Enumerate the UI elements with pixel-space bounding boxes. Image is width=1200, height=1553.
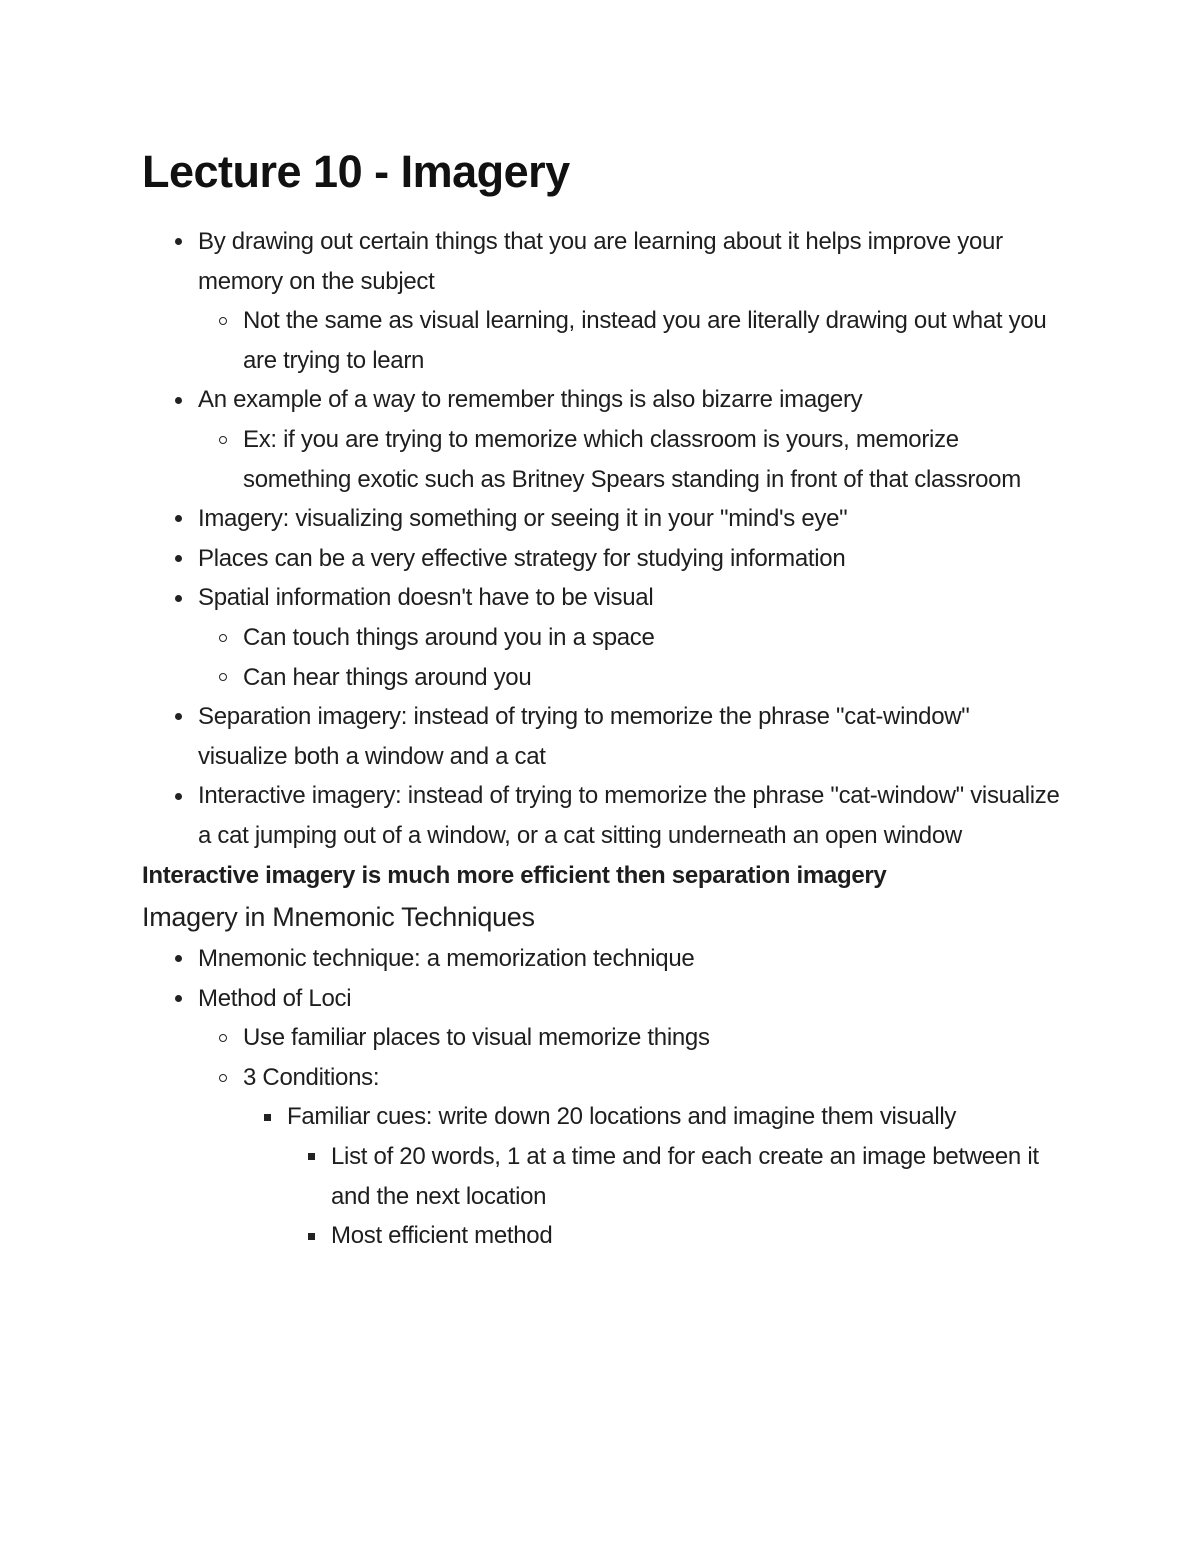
list-item-text: By drawing out certain things that you are learning about it helps improve your memory on the subject <box>198 228 1003 295</box>
condition-sub-item <box>142 1137 1060 1216</box>
bullet-circle-icon <box>213 1018 233 1058</box>
page-title: Lecture 10 - Imagery <box>142 146 570 197</box>
bullet-circle-icon <box>213 618 233 658</box>
bullet-disc-icon <box>168 380 188 420</box>
list-item <box>142 979 1060 1019</box>
list-item <box>142 539 1060 579</box>
sub-list-item <box>142 618 1060 658</box>
mnemonic-list <box>142 939 1060 1018</box>
condition-item <box>142 1097 1060 1137</box>
condition-item-text: Familiar cues: write down 20 locations and imagine them visually <box>287 1103 957 1131</box>
sub-list-item <box>142 420 1060 499</box>
sub-list-item-text: Can hear things around you <box>243 663 532 691</box>
bullet-circle-icon <box>213 658 233 698</box>
imagery-notes-list <box>142 499 1060 618</box>
list-item-text: Places can be a very effective strategy for studying information <box>198 544 846 572</box>
bullet-circle-icon <box>213 420 233 460</box>
bold-statement: Interactive imagery is much more efficient then separation imagery <box>142 861 887 889</box>
list-item <box>142 776 1060 855</box>
list-item <box>142 222 1060 301</box>
sub-list-item <box>142 301 1060 380</box>
list-item <box>142 697 1060 776</box>
sub-list-item-text: Ex: if you are trying to memorize which classroom is yours, memorize something exotic such as Britney Spears standing in front of that classroom <box>243 425 1021 493</box>
list-item-text: Method of Loci <box>198 984 352 1012</box>
sub-list-item-text: Not the same as visual learning, instead you are literally drawing out what you are trying to learn <box>243 307 1047 374</box>
list-item-text: Separation imagery: instead of trying to memorize the phrase "cat-window" visualize both a window and a cat <box>198 703 970 770</box>
notes-content <box>142 222 1060 1256</box>
condition-sub-item-text: Most efficient method <box>331 1222 553 1250</box>
sub-list-item <box>142 1058 1060 1098</box>
sub-list-item-text: Use familiar places to visual memorize things <box>243 1024 710 1052</box>
condition-sub-item-text: List of 20 words, 1 at a time and for each create an image between it and the next location <box>331 1143 1039 1210</box>
bullet-circle-icon <box>213 1058 233 1098</box>
list-item-text: Imagery: visualizing something or seeing it in your "mind's eye" <box>198 505 848 533</box>
sub-list-item <box>142 1018 1060 1058</box>
sub-list-item <box>142 658 1060 698</box>
bullet-square-icon <box>301 1137 321 1177</box>
bullet-disc-icon <box>168 539 188 579</box>
sub-list-item-text: 3 Conditions: <box>243 1063 380 1091</box>
sub-list <box>142 1018 1060 1097</box>
bullet-circle-icon <box>213 301 233 341</box>
bullet-disc-icon <box>168 697 188 737</box>
bullet-square-icon <box>301 1216 321 1256</box>
list-item <box>142 578 1060 618</box>
imagery-notes-list <box>142 222 1060 301</box>
bullet-disc-icon <box>168 979 188 1019</box>
list-item-text: An example of a way to remember things is also bizarre imagery <box>198 386 863 414</box>
condition-sub-item <box>142 1216 1060 1256</box>
list-item-text: Spatial information doesn't have to be visual <box>198 584 654 612</box>
sub-list-item-text: Can touch things around you in a space <box>243 623 655 651</box>
section-heading: Imagery in Mnemonic Techniques <box>142 902 535 933</box>
imagery-notes-list <box>142 380 1060 420</box>
bullet-disc-icon <box>168 776 188 816</box>
bullet-disc-icon <box>168 578 188 618</box>
sub-list <box>142 420 1060 499</box>
list-item-text: Mnemonic technique: a memorization technique <box>198 945 695 973</box>
bullet-disc-icon <box>168 499 188 539</box>
imagery-notes-list <box>142 697 1060 855</box>
list-item <box>142 499 1060 539</box>
conditions-list <box>142 1097 1060 1137</box>
condition-sub-list <box>142 1137 1060 1256</box>
list-item-text: Interactive imagery: instead of trying to memorize the phrase "cat-window" visualize a cat jumping out of a window, or a cat sitting underneath an open window <box>198 782 1060 849</box>
sub-list <box>142 618 1060 697</box>
list-item <box>142 939 1060 979</box>
bullet-disc-icon <box>168 939 188 979</box>
list-item <box>142 380 1060 420</box>
bullet-disc-icon <box>168 222 188 262</box>
sub-list <box>142 301 1060 380</box>
bullet-square-icon <box>257 1097 277 1137</box>
